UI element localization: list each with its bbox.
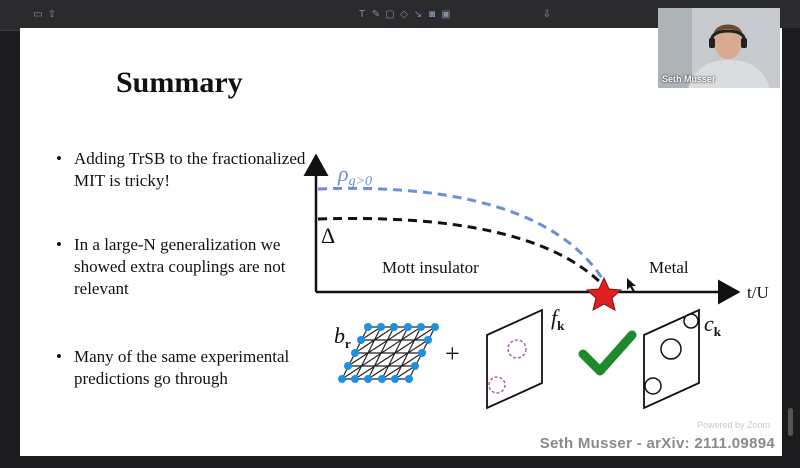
c-label: $c_k$ <box>704 311 721 339</box>
electron-pocket <box>661 339 681 359</box>
slide-title: Summary <box>116 66 243 99</box>
bullet-dot: • <box>56 347 62 366</box>
spinon-pocket <box>489 377 505 393</box>
arrow-icon[interactable]: ↘ <box>413 9 423 20</box>
zoom-watermark: Powered by Zoom <box>696 420 770 430</box>
share-icon[interactable]: ⇧ <box>47 9 57 20</box>
phase-diagram <box>20 28 782 456</box>
mouse-cursor-icon <box>627 278 636 292</box>
sidebar-icon[interactable]: ▭ <box>33 9 43 20</box>
download-icon[interactable]: ⇩ <box>542 9 552 20</box>
participant-video[interactable] <box>658 8 780 88</box>
scroll-thumb[interactable] <box>788 408 793 436</box>
mott-insulator-label: Mott insulator <box>382 258 479 277</box>
rho-label: ρg>0 <box>338 161 373 189</box>
delta-label: Δ <box>321 223 336 248</box>
bullet-dot: • <box>56 235 62 254</box>
metal-label: Metal <box>649 258 689 277</box>
axis-label: t/U <box>747 283 769 302</box>
electron-pocket <box>645 378 661 394</box>
scrollbar[interactable] <box>782 28 800 456</box>
b-label: $b_r$ <box>334 323 351 351</box>
eraser-icon[interactable]: ◇ <box>400 9 408 20</box>
participant-name: Seth Musser <box>662 74 716 84</box>
stamp-icon[interactable]: ◙ <box>428 9 436 20</box>
bullet-text: In a large-N generalization we showed extra couplings are not relevant <box>74 235 286 298</box>
plus-sign: + <box>445 339 460 368</box>
f-brillouin-zone <box>487 310 542 408</box>
shared-slide <box>20 28 782 456</box>
spinon-pocket <box>508 340 526 358</box>
f-label: $f_k$ <box>551 305 565 333</box>
check-icon <box>583 335 632 371</box>
speaker-credit: Seth Musser - arXiv: 2111.09894 <box>539 435 775 452</box>
save-icon[interactable]: ▣ <box>441 9 451 20</box>
electron-pocket <box>684 314 698 328</box>
bullet-dot: • <box>56 149 62 168</box>
bullet-text: Many of the same experimental predictions go through <box>74 347 290 388</box>
text-icon[interactable]: T <box>358 9 366 20</box>
critical-point-star <box>587 278 621 310</box>
bullet-text: Adding TrSB to the fractionalized MIT is tricky! <box>74 149 306 190</box>
shapes-icon[interactable]: ▢ <box>385 9 395 20</box>
pen-icon[interactable]: ✎ <box>371 9 381 20</box>
